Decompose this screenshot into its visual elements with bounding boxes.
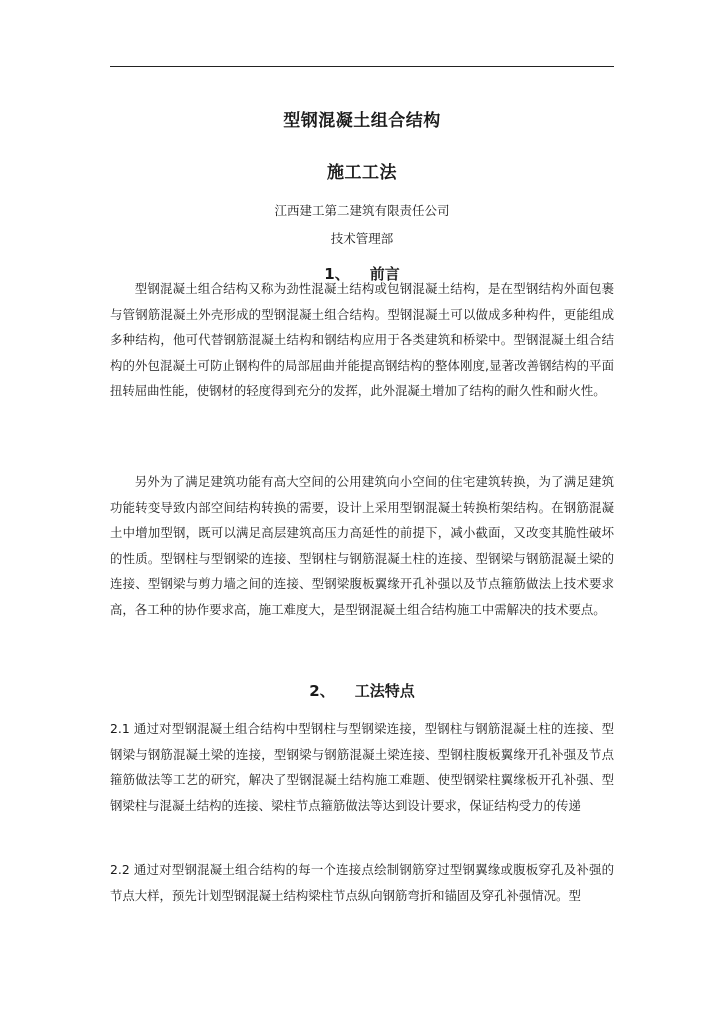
department-name: 技术管理部 [330,231,394,246]
document-subtitle: 施工工法 [327,163,397,183]
header-rule [110,66,614,67]
section-title: 前言 [369,265,400,283]
paragraph-2-2: 2.2 通过对型钢混凝土组合结构的每一个连接点绘制钢筋穿过型钢翼缘或腹板穿孔及补强的节点大样，预先计划型钢混凝土结构梁柱节点纵向钢筋弯折和锚固及穿孔补强情况。型 [110,862,614,903]
document-title: 型钢混凝土组合结构 [283,111,441,131]
paragraph-2-1: 2.1 通过对型钢混凝土组合结构中型钢柱与型钢梁连接，型钢柱与钢筋混凝土柱的连接、型钢梁与钢筋混凝土梁的连接，型钢梁与钢筋混凝土梁连接、型钢柱腹板翼缘开孔补强及节点箍筋做法等工艺的研究，解决了型钢混凝土结构施工难题、使型钢梁柱翼缘板开孔补强、型钢梁柱与混凝土结构的连接、梁柱节点箍筋做法等达到设计要求，保证结构受力的传递 [110,721,614,813]
paragraph-2: 另外为了满足建筑功能有高大空间的公用建筑向小空间的住宅建筑转换，为了满足建筑功能转变导致内部空间结构转换的需要，设计上采用型钢混凝土转换桁架结构。在钢筋混凝土中增加型钢，既可以满足高层建筑高压力高延性的前提下，减小截面，又改变其脆性破坏的性质。型钢柱与型钢梁的连接、型钢柱与钢筋混凝土柱的连接、型钢梁与钢筋混凝土梁的连接、型钢梁与剪力墙之间的连接、型钢梁腹板翼缘开孔补强以及节点箍筋做法上技术要求高，各工种的协作要求高，施工难度大，是型钢混凝土组合结构施工中需解决的技术要点。 [110,474,614,617]
section-number: 2、 [309,682,335,700]
section-title: 工法特点 [354,682,415,700]
section-heading-2 [110,680,614,701]
section-number: 1、 [324,265,350,283]
company-name: 江西建工第二建筑有限责任公司 [274,203,450,218]
paragraph-1: 型钢混凝土组合结构又称为劲性混凝土结构或包钢混凝土结构，是在型钢结构外面包裹与管钢筋混凝土外壳形成的型钢混凝土组合结构。型钢混凝土可以做成多种构件，更能组成多种结构，他可代替钢筋混凝土结构和钢结构应用于各类建筑和桥梁中。型钢混凝土组合结构的外包混凝土可防止钢构件的局部屈曲并能提高钢结构的整体刚度,显著改善钢结构的平面扭转屈曲性能，使钢材的轻度得到充分的发挥，此外混凝土增加了结构的耐久性和耐火性。 [110,281,614,398]
